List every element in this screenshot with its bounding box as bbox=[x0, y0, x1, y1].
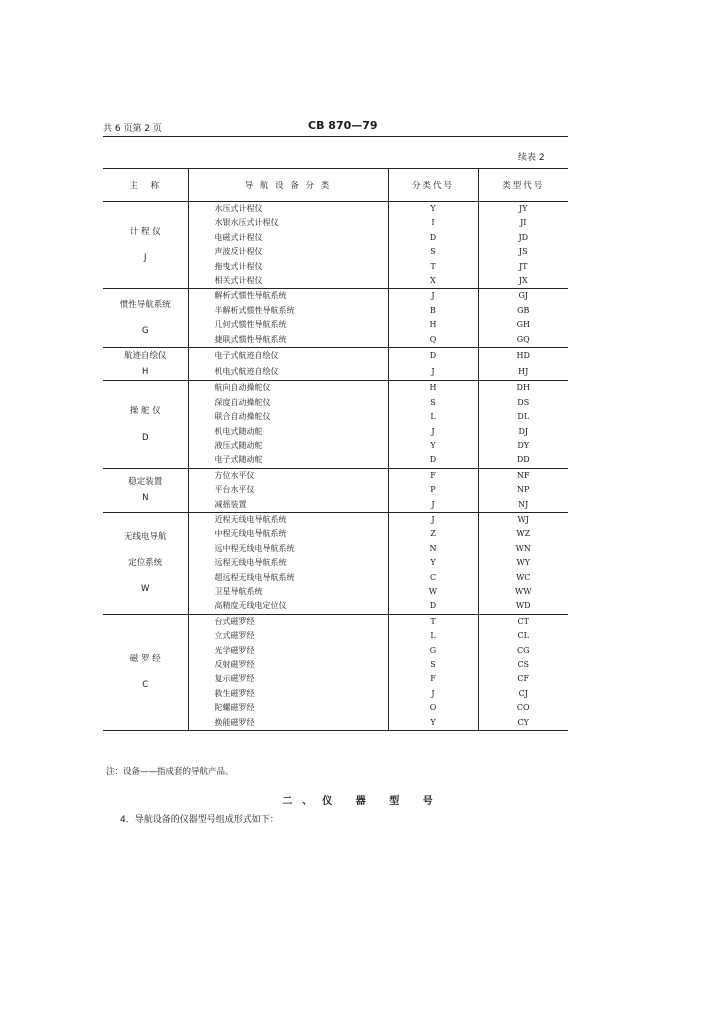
type-code-cell: WC bbox=[478, 571, 568, 585]
main-name-cell bbox=[103, 381, 188, 468]
type-code-cell: WJ bbox=[478, 513, 568, 528]
table-group bbox=[103, 614, 568, 730]
type-code-cell: JX bbox=[478, 274, 568, 289]
table-group bbox=[103, 202, 568, 289]
category-cell: 复示磁罗经 bbox=[188, 672, 388, 686]
table-group bbox=[103, 513, 568, 615]
main-name-line: H bbox=[142, 367, 149, 378]
class-code-cell: N bbox=[388, 542, 478, 556]
class-code-cell: J bbox=[388, 364, 478, 381]
type-code-cell: WN bbox=[478, 542, 568, 556]
table-row bbox=[103, 614, 568, 629]
class-code-cell: T bbox=[388, 614, 478, 629]
type-code-cell: GQ bbox=[478, 333, 568, 348]
type-code-cell: NF bbox=[478, 468, 568, 483]
main-name-line: 航迹自绘仪 bbox=[123, 351, 167, 362]
category-cell: 方位水平仪 bbox=[188, 468, 388, 483]
type-code-cell: JT bbox=[478, 260, 568, 274]
table-row bbox=[103, 202, 568, 217]
category-cell: 近程无线电导航系统 bbox=[188, 513, 388, 528]
type-code-cell: WW bbox=[478, 585, 568, 599]
standard-number: CB 870—79 bbox=[308, 119, 378, 132]
class-code-cell: D bbox=[388, 231, 478, 245]
type-code-cell: NP bbox=[478, 483, 568, 497]
type-code-cell: WZ bbox=[478, 527, 568, 541]
category-cell: 救生磁罗经 bbox=[188, 687, 388, 701]
category-cell: 减摇装置 bbox=[188, 498, 388, 513]
category-cell: 台式磁罗经 bbox=[188, 614, 388, 629]
main-name-line: 磁 罗 经 bbox=[129, 654, 161, 665]
type-code-cell: CO bbox=[478, 701, 568, 715]
category-cell: 水压式计程仪 bbox=[188, 202, 388, 217]
class-code-cell: T bbox=[388, 260, 478, 274]
column-header-type-code: 类型代号 bbox=[478, 169, 568, 202]
main-name-cell bbox=[103, 468, 188, 512]
column-header-category: 导 航 设 备 分 类 bbox=[188, 169, 388, 202]
table-group bbox=[103, 289, 568, 348]
category-cell: 反射磁罗经 bbox=[188, 658, 388, 672]
classification-table-wrap bbox=[103, 168, 568, 731]
category-cell: 立式磁罗经 bbox=[188, 629, 388, 643]
type-code-cell: DS bbox=[478, 396, 568, 410]
main-name-line: G bbox=[141, 326, 149, 337]
class-code-cell: Y bbox=[388, 556, 478, 570]
type-code-cell: DH bbox=[478, 381, 568, 396]
class-code-cell: B bbox=[388, 304, 478, 318]
category-cell: 航向自动操舵仪 bbox=[188, 381, 388, 396]
class-code-cell: O bbox=[388, 701, 478, 715]
main-name-cell bbox=[103, 614, 188, 730]
type-code-cell: JY bbox=[478, 202, 568, 217]
class-code-cell: L bbox=[388, 629, 478, 643]
column-header-main: 主 称 bbox=[103, 169, 188, 202]
type-code-cell: DJ bbox=[478, 425, 568, 439]
type-code-cell: CL bbox=[478, 629, 568, 643]
main-name-line: J bbox=[143, 253, 147, 264]
table-group bbox=[103, 348, 568, 381]
type-code-cell: JI bbox=[478, 216, 568, 230]
class-code-cell: D bbox=[388, 599, 478, 614]
class-code-cell: S bbox=[388, 245, 478, 259]
category-cell: 几何式惯性导航系统 bbox=[188, 318, 388, 332]
type-code-cell: GH bbox=[478, 318, 568, 332]
main-name-line: 操 舵 仪 bbox=[129, 406, 161, 417]
main-name-line: 计 程 仪 bbox=[129, 227, 161, 238]
category-cell: 陀螺磁罗经 bbox=[188, 701, 388, 715]
category-cell: 远中程无线电导航系统 bbox=[188, 542, 388, 556]
class-code-cell: P bbox=[388, 483, 478, 497]
class-code-cell: H bbox=[388, 381, 478, 396]
category-cell: 液压式随动舵 bbox=[188, 439, 388, 453]
table-row bbox=[103, 381, 568, 396]
main-name-cell bbox=[103, 202, 188, 289]
category-cell: 电子式随动舵 bbox=[188, 453, 388, 468]
main-name-cell bbox=[103, 348, 188, 381]
category-cell: 相关式计程仪 bbox=[188, 274, 388, 289]
class-code-cell: J bbox=[388, 289, 478, 304]
table-group bbox=[103, 381, 568, 468]
class-code-cell: S bbox=[388, 658, 478, 672]
category-cell: 拖曳式计程仪 bbox=[188, 260, 388, 274]
table-row bbox=[103, 468, 568, 483]
type-code-cell: CF bbox=[478, 672, 568, 686]
table-row bbox=[103, 348, 568, 365]
class-code-cell: I bbox=[388, 216, 478, 230]
class-code-cell: Y bbox=[388, 439, 478, 453]
column-header-class-code: 分类代号 bbox=[388, 169, 478, 202]
type-code-cell: CG bbox=[478, 644, 568, 658]
class-code-cell: D bbox=[388, 453, 478, 468]
class-code-cell: H bbox=[388, 318, 478, 332]
category-cell: 机电式航迹自绘仪 bbox=[188, 364, 388, 381]
type-code-cell: CJ bbox=[478, 687, 568, 701]
class-code-cell: Y bbox=[388, 716, 478, 731]
type-code-cell: DY bbox=[478, 439, 568, 453]
category-cell: 半解析式惯性导航系统 bbox=[188, 304, 388, 318]
class-code-cell: J bbox=[388, 687, 478, 701]
class-code-cell: C bbox=[388, 571, 478, 585]
type-code-cell: WY bbox=[478, 556, 568, 570]
category-cell: 卫星导航系统 bbox=[188, 585, 388, 599]
category-cell: 换能磁罗经 bbox=[188, 716, 388, 731]
category-cell: 捷联式惯性导航系统 bbox=[188, 333, 388, 348]
class-code-cell: J bbox=[388, 513, 478, 528]
type-code-cell: HJ bbox=[478, 364, 568, 381]
main-name-line: D bbox=[141, 432, 149, 443]
category-cell: 水银水压式计程仪 bbox=[188, 216, 388, 230]
category-cell: 中程无线电导航系统 bbox=[188, 527, 388, 541]
main-name-line: 定位系统 bbox=[128, 558, 163, 569]
class-code-cell: Q bbox=[388, 333, 478, 348]
category-cell: 解析式惯性导航系统 bbox=[188, 289, 388, 304]
category-cell: 联合自动操舵仪 bbox=[188, 410, 388, 424]
type-code-cell: NJ bbox=[478, 498, 568, 513]
main-name-cell bbox=[103, 289, 188, 348]
type-code-cell: JS bbox=[478, 245, 568, 259]
class-code-cell: G bbox=[388, 644, 478, 658]
type-code-cell: CT bbox=[478, 614, 568, 629]
class-code-cell: X bbox=[388, 274, 478, 289]
category-cell: 光学磁罗经 bbox=[188, 644, 388, 658]
category-cell: 高精度无线电定位仪 bbox=[188, 599, 388, 614]
category-cell: 深度自动操舵仪 bbox=[188, 396, 388, 410]
category-cell: 声波反计程仪 bbox=[188, 245, 388, 259]
header-rule bbox=[103, 136, 568, 137]
type-code-cell: DD bbox=[478, 453, 568, 468]
class-code-cell: Y bbox=[388, 202, 478, 217]
table-group bbox=[103, 468, 568, 512]
class-code-cell: F bbox=[388, 468, 478, 483]
main-name-line: 无线电导航 bbox=[123, 532, 167, 543]
category-cell: 远程无线电导航系统 bbox=[188, 556, 388, 570]
category-cell: 电磁式计程仪 bbox=[188, 231, 388, 245]
type-code-cell: GB bbox=[478, 304, 568, 318]
class-code-cell: J bbox=[388, 425, 478, 439]
main-name-cell bbox=[103, 513, 188, 615]
category-cell: 机电式随动舵 bbox=[188, 425, 388, 439]
type-code-cell: CY bbox=[478, 716, 568, 731]
main-name-line: N bbox=[142, 493, 149, 504]
page-count: 共 6 页第 2 页 bbox=[103, 124, 162, 134]
table-header-row bbox=[103, 169, 568, 202]
table-row bbox=[103, 289, 568, 304]
main-name-line: 惯性导航系统 bbox=[119, 300, 171, 311]
type-code-cell: CS bbox=[478, 658, 568, 672]
class-code-cell: F bbox=[388, 672, 478, 686]
paragraph-text: 4．导航设备的仪器型号组成形式如下： bbox=[120, 815, 279, 825]
section-title: 二、仪 器 型 号 bbox=[282, 796, 443, 807]
classification-table bbox=[103, 168, 568, 731]
page-header bbox=[103, 118, 568, 136]
continued-table-label: 续表 2 bbox=[518, 153, 545, 163]
class-code-cell: S bbox=[388, 396, 478, 410]
main-name-line: 稳定装置 bbox=[128, 477, 163, 488]
type-code-cell: HD bbox=[478, 348, 568, 365]
type-code-cell: JD bbox=[478, 231, 568, 245]
type-code-cell: GJ bbox=[478, 289, 568, 304]
category-cell: 超远程无线电导航系统 bbox=[188, 571, 388, 585]
class-code-cell: D bbox=[388, 348, 478, 365]
type-code-cell: DL bbox=[478, 410, 568, 424]
class-code-cell: L bbox=[388, 410, 478, 424]
main-name-line: W bbox=[141, 584, 150, 595]
category-cell: 平台水平仪 bbox=[188, 483, 388, 497]
category-cell: 电子式航迹自绘仪 bbox=[188, 348, 388, 365]
class-code-cell: Z bbox=[388, 527, 478, 541]
type-code-cell: WD bbox=[478, 599, 568, 614]
class-code-cell: J bbox=[388, 498, 478, 513]
table-note: 注：设备——指成套的导航产品。 bbox=[106, 767, 234, 777]
table-row bbox=[103, 513, 568, 528]
class-code-cell: W bbox=[388, 585, 478, 599]
main-name-line: C bbox=[142, 680, 149, 691]
